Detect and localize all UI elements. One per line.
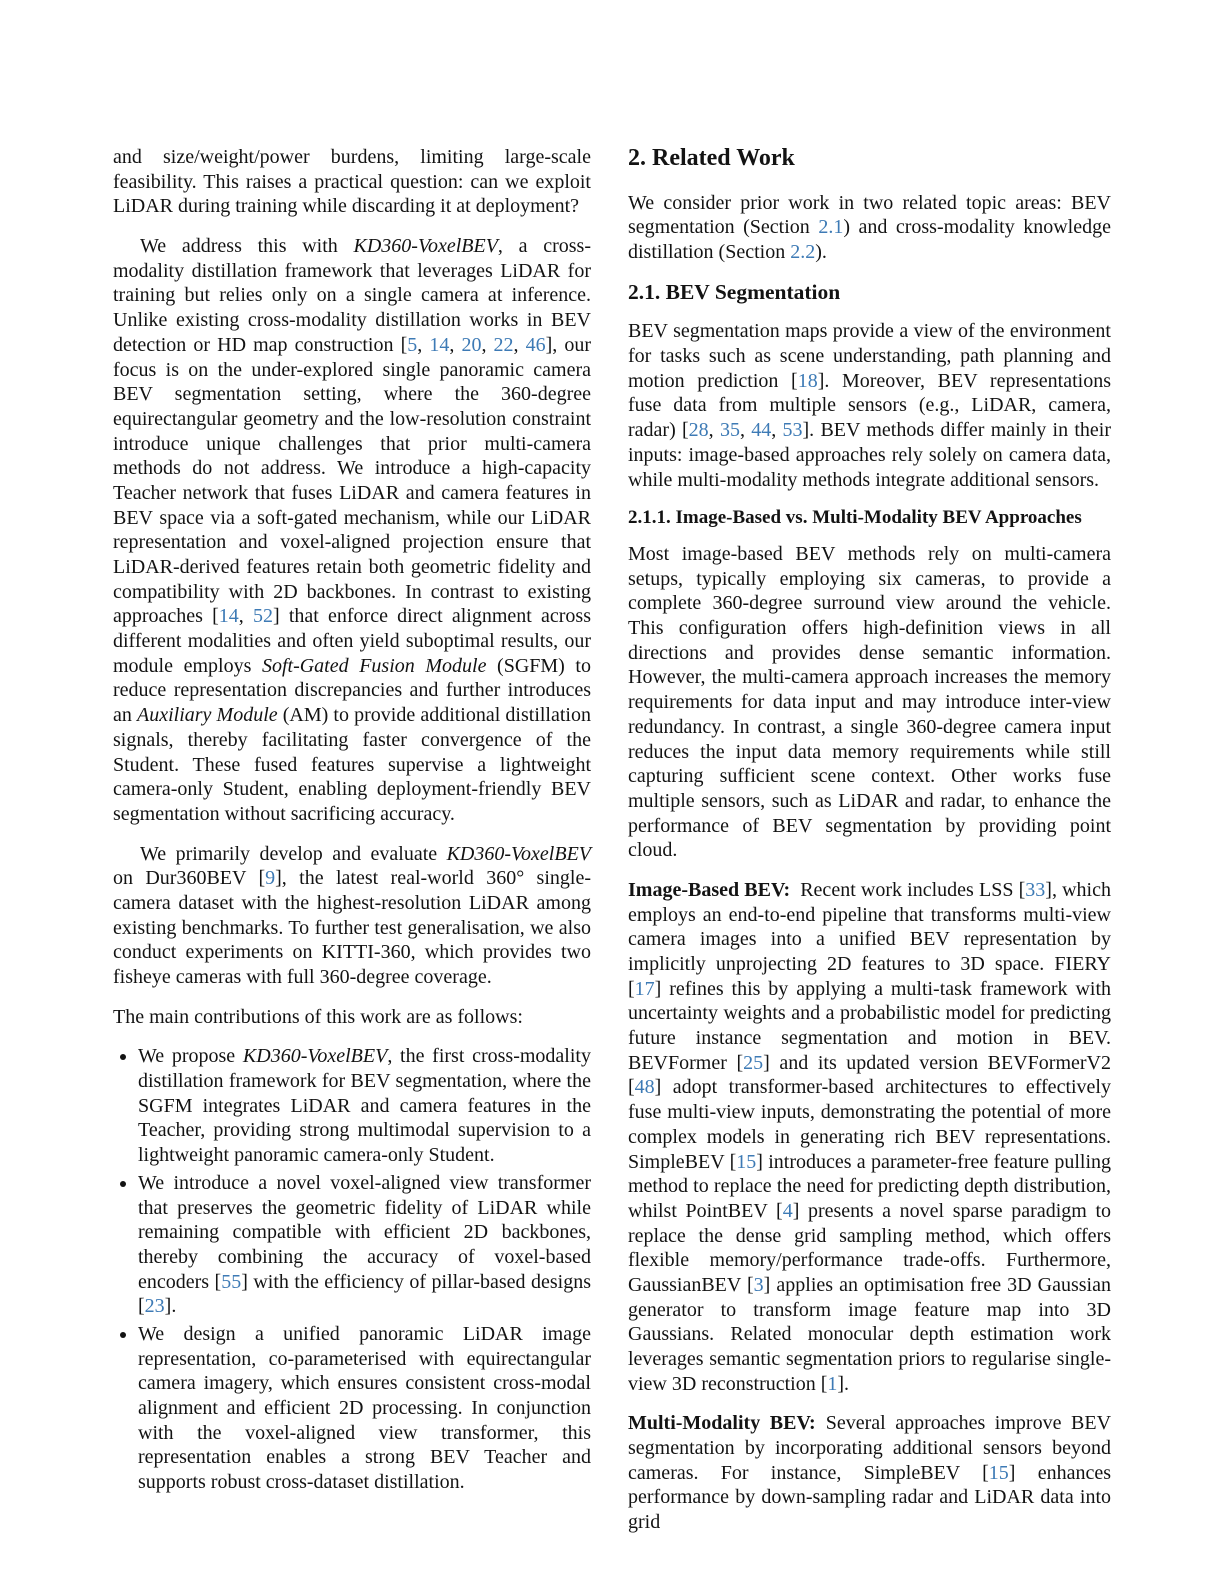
text-run: ). xyxy=(815,240,827,263)
citation-link[interactable]: 48 xyxy=(634,1076,655,1099)
citation-link[interactable]: 4 xyxy=(782,1199,793,1222)
text-run: Multi-Modality BEV: xyxy=(628,1412,816,1435)
paragraph-bev-segmentation xyxy=(628,319,1111,492)
text-run: , xyxy=(481,333,494,356)
text-run: ] introduces a parameter-free feature pulling method to replace the need for predicting depth distribution, whilst PointBEV [ xyxy=(628,1150,1111,1222)
text-run: on Dur360BEV [ xyxy=(113,867,266,890)
left-column xyxy=(113,145,591,1498)
text-run: The main contributions of this work are as follows: xyxy=(113,1005,523,1028)
text-run: ) and cross-modality knowledge distillation (Section xyxy=(628,216,1111,263)
text-run: ] presents a novel sparse paradigm to replace the dense grid sampling method, which offers flexible memory/performance trade-offs. Furthermore, GaussianBEV [ xyxy=(628,1199,1111,1296)
text-run: KD360-VoxelBEV xyxy=(242,1045,388,1068)
text-run: ]. xyxy=(837,1372,850,1395)
text-run: KD360-VoxelBEV xyxy=(446,842,591,865)
paragraph-image-based-bev xyxy=(628,878,1111,1396)
citation-link[interactable]: 5 xyxy=(407,333,418,356)
text-run: , xyxy=(513,333,526,356)
citation-link[interactable]: 46 xyxy=(525,333,546,356)
text-run: ], the latest real-world 360° single-camera dataset with the highest-resolution LiDAR among existing benchmarks. To further test generalisation, we also conduct experiments on KITTI-360, which provides two fisheye cameras with full 360-degree coverage. xyxy=(113,867,591,988)
text-run: We design a unified panoramic LiDAR image representation, co-parameterised with equirectangular camera imagery, which ensures consistent cross-modal alignment and efficient 2D processing. In conjunction with the voxel-aligned view transformer, this representation enables a strong BEV Teacher and supports robust cross-dataset distillation. xyxy=(138,1322,591,1494)
citation-link[interactable]: 22 xyxy=(493,333,514,356)
text-run: , xyxy=(449,333,462,356)
citation-link[interactable]: 53 xyxy=(782,419,803,442)
citation-link[interactable]: 9 xyxy=(265,867,276,890)
text-run: , xyxy=(708,419,720,442)
text-run: , xyxy=(771,419,783,442)
text-run: and size/weight/power burdens, limiting large-scale feasibility. This raises a practical question: can we exploit LiDAR during training while discarding it at deployment? xyxy=(113,146,591,218)
citation-link[interactable]: 14 xyxy=(218,605,239,628)
text-run: ] that enforce direct alignment across different modalities and often yield suboptimal results, our module employs xyxy=(113,605,591,677)
section-heading-related-work: 2. Related Work xyxy=(628,145,795,171)
text-run: Image-Based BEV: xyxy=(628,878,791,901)
text-run: ]. xyxy=(164,1295,177,1318)
contribution-item-2 xyxy=(138,1171,591,1319)
text-run: , the first cross-modality distillation framework for BEV segmentation, where the SGFM integrates LiDAR and camera features in the Teacher, providing strong multimodal supervision to a lightweight panoramic camera-only Student. xyxy=(138,1045,591,1167)
paragraph-datasets xyxy=(113,842,591,990)
text-run: Most image-based BEV methods rely on multi-camera setups, typically employing six cameras, to provide a complete 360-degree surround view around the vehicle. This configuration offers high-definition views in all directions and provides dense semantic information. However, the multi-camera approach increases the memory requirements for data input and may introduce inter-view redundancy. In contrast, a single 360-degree camera input reduces the input data memory requirements while still capturing sufficient scene context. Other works fuse multiple sensors, such as LiDAR and radar, to enhance the performance of BEV segmentation by providing point cloud. xyxy=(628,543,1111,862)
section-ref-link[interactable]: 2.1 xyxy=(818,216,844,239)
text-run: ]. Moreover, BEV representations fuse data from multiple sensors (e.g., LiDAR, camera, radar) [ xyxy=(628,369,1112,442)
paragraph-intro-continuation xyxy=(113,145,591,219)
text-run: , xyxy=(238,605,253,628)
text-run: ] refines this by applying a multi-task framework with uncertainty weights and a probabilistic model for predicting future instance segmentation and motion in BEV. BEVFormer [ xyxy=(628,977,1111,1074)
text-run: KD360-VoxelBEV xyxy=(353,235,498,258)
citation-link[interactable]: 15 xyxy=(736,1150,757,1173)
text-run: We primarily develop and evaluate xyxy=(140,842,447,865)
text-run: (SGFM) to reduce representation discrepancies and further introduces an xyxy=(113,654,591,727)
citation-link[interactable]: 18 xyxy=(797,369,818,392)
paragraph-contributions-lead xyxy=(113,1005,591,1030)
paragraph-image-vs-multimodality xyxy=(628,542,1111,863)
text-run: , xyxy=(739,419,752,442)
paragraph-approach-overview xyxy=(113,234,591,827)
citation-link[interactable]: 25 xyxy=(743,1051,764,1074)
paragraph-related-work-intro xyxy=(628,191,1111,265)
contribution-item-3 xyxy=(138,1322,591,1495)
text-run: BEV segmentation maps provide a view of the environment for tasks such as scene understanding, path planning and motion prediction [ xyxy=(628,320,1111,392)
text-run: Auxiliary Module xyxy=(137,704,278,727)
contributions-list xyxy=(113,1044,591,1494)
text-run: , a cross-modality distillation framework that leverages LiDAR for training but relies only on a single camera at inference. Unlike existing cross-modality distillation works in BEV detection or HD map construction [ xyxy=(113,235,591,356)
text-run: (AM) to provide additional distillation signals, thereby facilitating faster convergence of the Student. These fused features supervise a lightweight camera-only Student, enabling deployment-friendly BEV segmentation without sacrificing accuracy. xyxy=(113,704,591,825)
text-run: Recent work includes LSS [ xyxy=(790,878,1026,901)
text-run: ] applies an optimisation free 3D Gaussian generator to transform image feature map into 3D Gaussians. Related monocular depth estimation work leverages semantic segmentation priors to regularise single-view 3D reconstruction [ xyxy=(628,1273,1111,1395)
citation-link[interactable]: 55 xyxy=(221,1270,242,1293)
text-run: ] enhances performance by down-sampling radar and LiDAR data into grid xyxy=(628,1461,1111,1534)
citation-link[interactable]: 33 xyxy=(1025,878,1046,901)
text-run: ] with the efficiency of pillar-based designs [ xyxy=(138,1270,591,1318)
citation-link[interactable]: 15 xyxy=(988,1461,1009,1484)
text-run: ], which employs an end-to-end pipeline that transforms multi-view camera images into a unified BEV representation by implicitly unprojecting 2D features to 3D space. FIERY [ xyxy=(628,878,1111,1000)
citation-link[interactable]: 20 xyxy=(461,333,482,356)
citation-link[interactable]: 3 xyxy=(753,1273,764,1296)
text-run: We introduce a novel voxel-aligned view transformer that preserves the geometric fidelity of LiDAR while remaining compatible with efficient 2D backbones, thereby combining the accuracy of voxel-based encoders [ xyxy=(138,1171,591,1293)
text-run: We propose xyxy=(138,1045,243,1068)
paragraph-multi-modality-bev xyxy=(628,1411,1111,1534)
text-run: ], our focus is on the under-explored single panoramic camera BEV segmentation setting, where the 360-degree equirectangular geometry and the low-resolution constraint introduce unique challenges that prior multi-camera methods do not address. We introduce a high-capacity Teacher network that fuses LiDAR and camera features in BEV space via a soft-gated mechanism, while our LiDAR representation and voxel-aligned projection ensure that LiDAR-derived features retain both geometric fidelity and compatibility with 2D backbones. In contrast to existing approaches [ xyxy=(113,333,592,628)
citation-link[interactable]: 14 xyxy=(429,333,450,356)
text-run: We address this with xyxy=(140,235,354,258)
subsection-heading-bev-segmentation: 2.1. BEV Segmentation xyxy=(628,279,841,304)
citation-link[interactable]: 1 xyxy=(827,1372,838,1395)
text-run: ] and its updated version BEVFormerV2 [ xyxy=(628,1051,1111,1099)
subsubsection-heading-image-vs-multimodality: 2.1.1. Image-Based vs. Multi-Modality BEV Approaches xyxy=(628,507,1082,529)
contribution-item-1 xyxy=(138,1044,591,1167)
citation-link[interactable]: 28 xyxy=(688,419,709,442)
text-run: Soft-Gated Fusion Module xyxy=(261,654,487,677)
text-run: , xyxy=(417,333,430,356)
text-run: ] adopt transformer-based architectures to effectively fuse multi-view inputs, demonstrating the potential of more complex models in generating rich BEV representations. SimpleBEV [ xyxy=(628,1076,1111,1173)
citation-link[interactable]: 52 xyxy=(252,605,273,628)
citation-link[interactable]: 35 xyxy=(719,419,740,442)
text-run: Several approaches improve BEV segmentation by incorporating additional sensors beyond cameras. For instance, SimpleBEV [ xyxy=(628,1412,1112,1484)
citation-link[interactable]: 17 xyxy=(634,977,655,1000)
section-ref-link[interactable]: 2.2 xyxy=(790,240,816,263)
citation-link[interactable]: 23 xyxy=(144,1295,165,1318)
right-column xyxy=(628,145,1111,1550)
text-run: ]. BEV methods differ mainly in their inputs: image-based approaches rely solely on camera data, while multi-modality methods integrate additional sensors. xyxy=(628,419,1112,491)
text-run: We consider prior work in two related topic areas: BEV segmentation (Section xyxy=(628,191,1111,239)
citation-link[interactable]: 44 xyxy=(751,419,772,442)
